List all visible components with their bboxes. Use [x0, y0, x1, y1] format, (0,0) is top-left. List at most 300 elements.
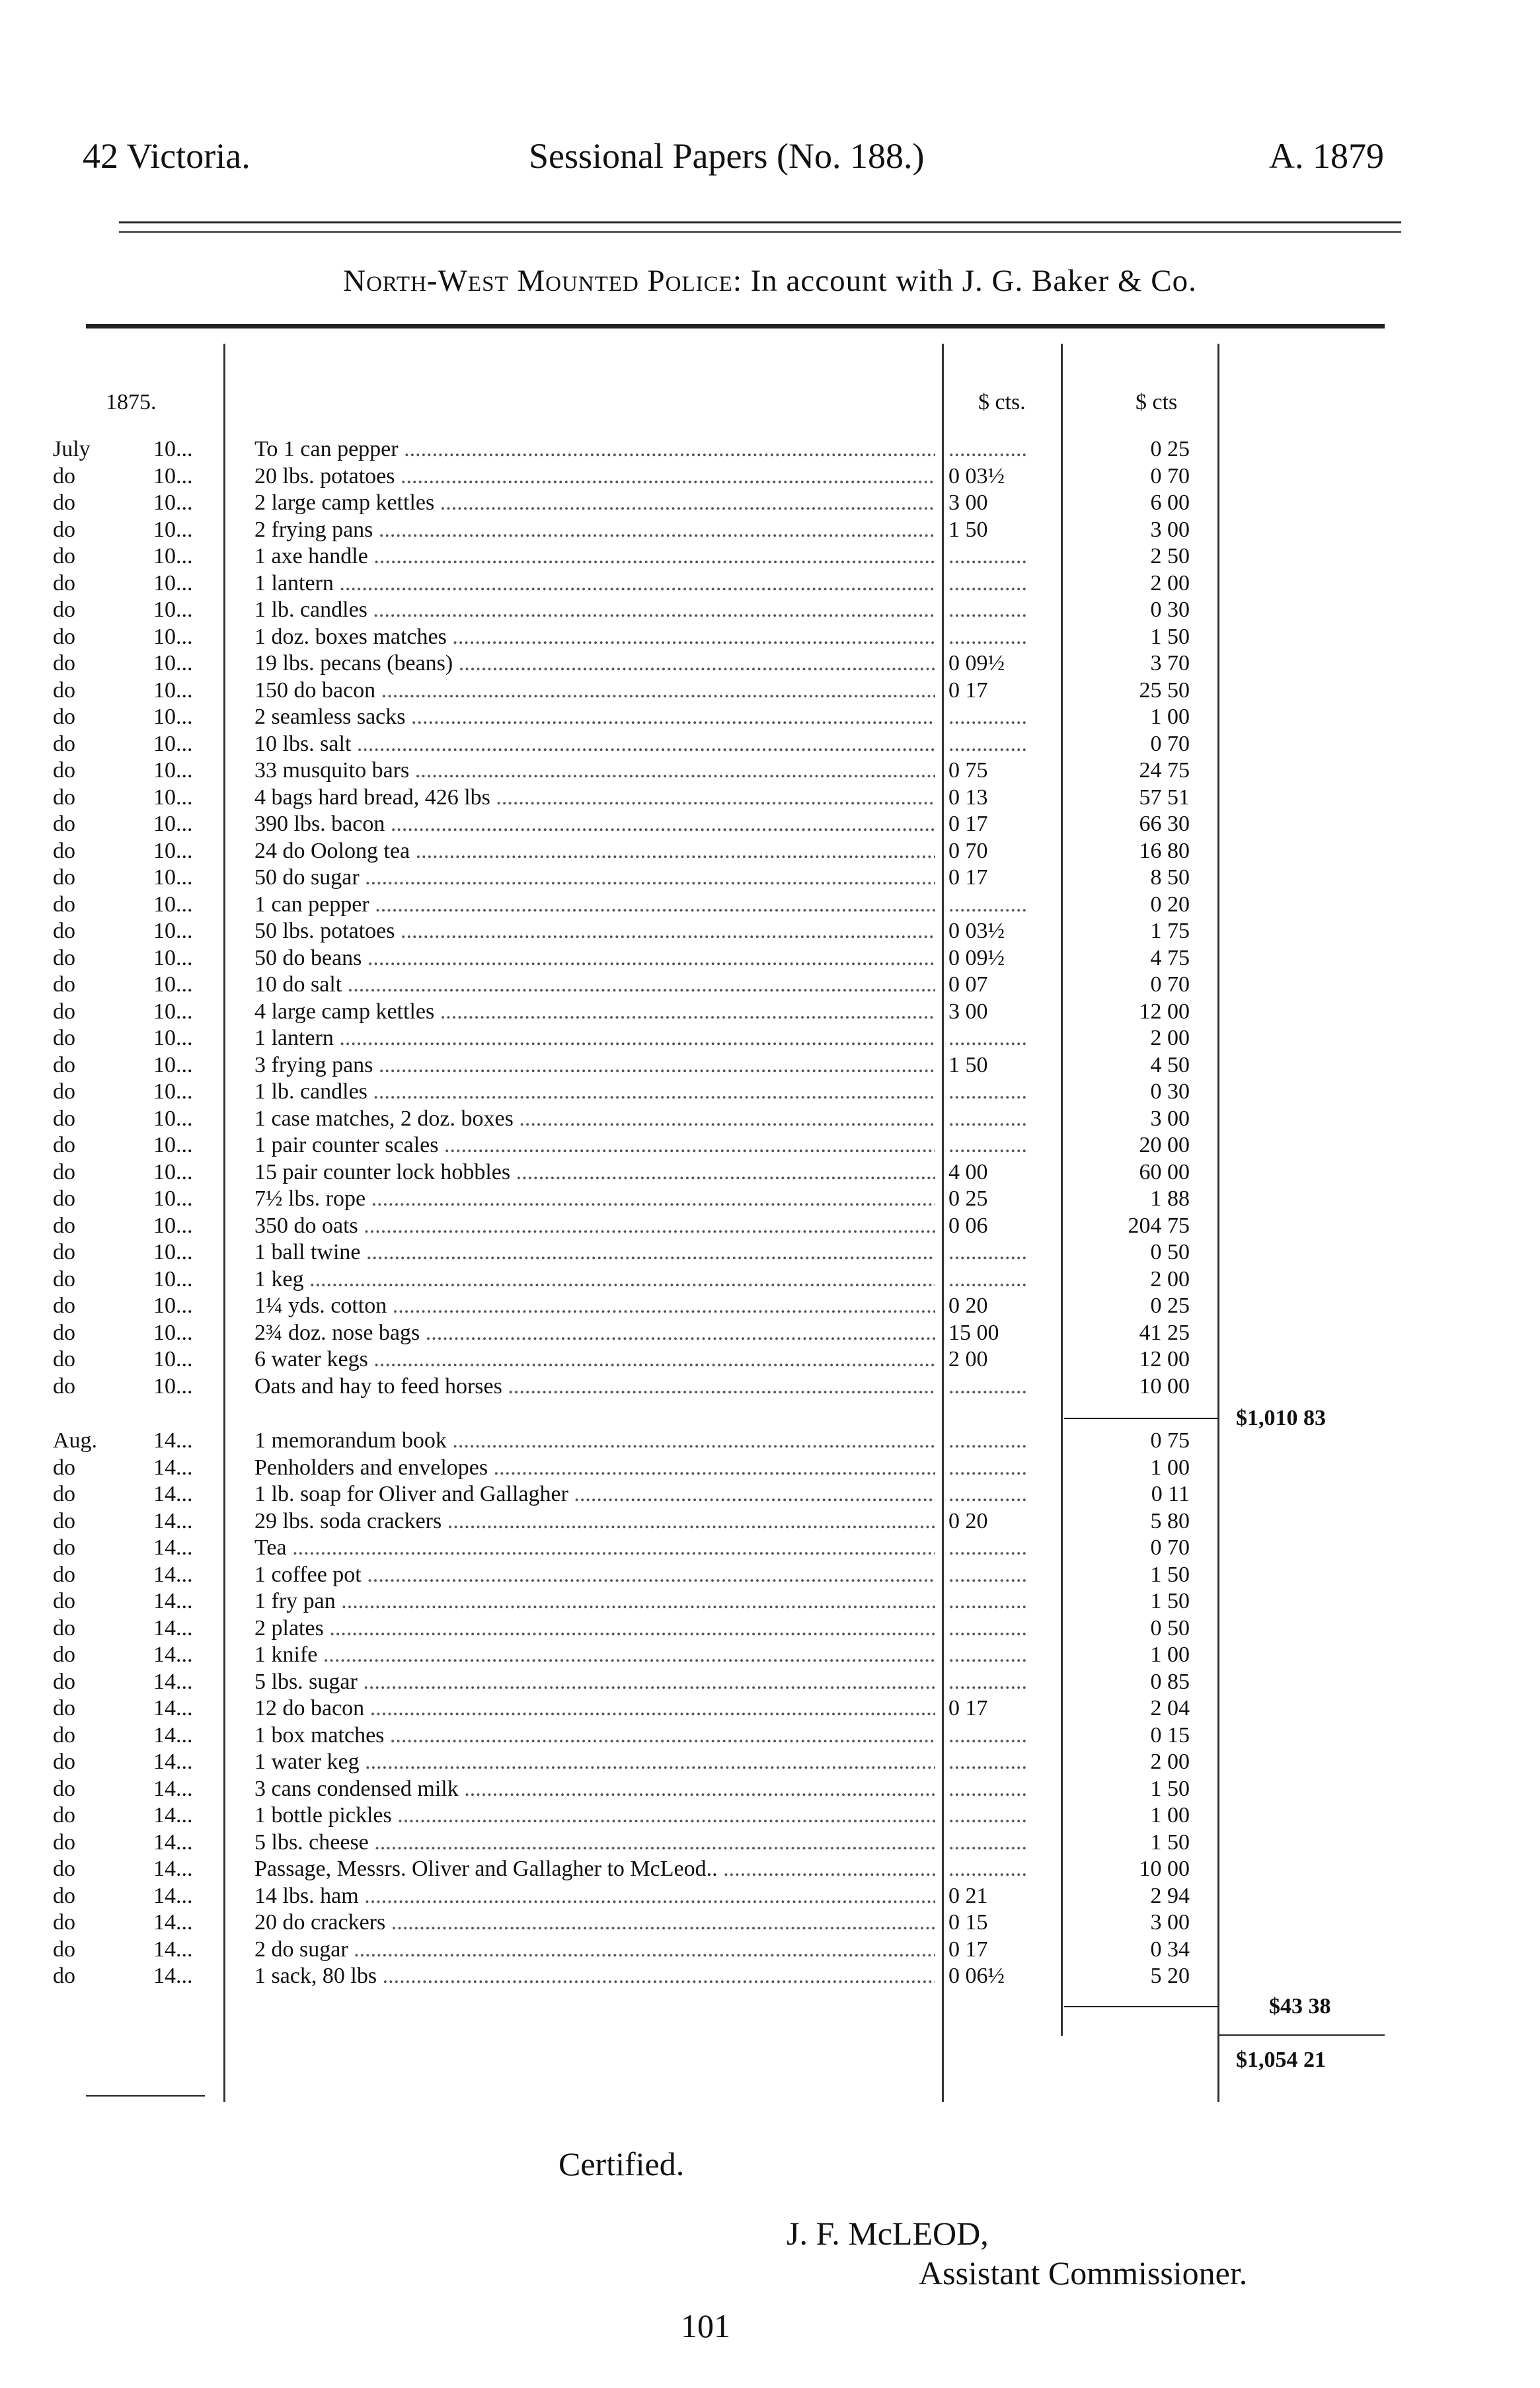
ledger-row — [0, 1159, 1256, 1186]
entry-amount: 0 11 — [1151, 1482, 1190, 1506]
ledger-row — [0, 517, 1256, 543]
entry-amount: 1 50 — [1150, 1562, 1190, 1587]
entry-rate — [948, 731, 1074, 757]
entry-amount: 0 34 — [1150, 1937, 1190, 1962]
entry-month: do — [53, 1320, 75, 1345]
ledger-row — [0, 1802, 1256, 1829]
entry-month: do — [53, 919, 75, 943]
entry-item: To 1 can pepper ..... — [254, 436, 935, 463]
entry-rate: 0 15 — [948, 1910, 988, 1935]
entry-day: 14... — [153, 1642, 193, 1667]
entry-amount: 4 75 — [1150, 945, 1190, 970]
ledger-row — [0, 570, 1256, 597]
ledger-row — [0, 892, 1256, 918]
ledger-row — [0, 1562, 1256, 1588]
entry-day: 14... — [153, 1964, 193, 1988]
entry-item: 50 do beans ..... — [254, 945, 935, 972]
entry-month: do — [53, 1615, 75, 1640]
entry-month: do — [53, 1079, 75, 1104]
entry-month: do — [53, 1455, 75, 1480]
entry-day: 14... — [153, 1830, 193, 1855]
entry-month: do — [53, 517, 75, 542]
entry-amount: 3 70 — [1150, 651, 1190, 675]
grand-total: $1,054 21 — [1236, 2048, 1326, 2072]
entry-day: 10... — [153, 1347, 193, 1371]
entry-item: 50 do sugar ..... — [254, 865, 935, 891]
entry-day: 14... — [153, 1535, 193, 1560]
entry-month: do — [53, 945, 75, 970]
entry-amount: 1 00 — [1150, 1803, 1190, 1828]
entry-rate: 0 09½ — [948, 945, 1005, 970]
entry-day: 10... — [153, 919, 193, 943]
entry-day: 10... — [153, 463, 193, 488]
ledger-row — [0, 972, 1256, 998]
entry-item: 6 water kegs ..... — [254, 1346, 935, 1373]
ledger-row — [0, 999, 1256, 1025]
entry-amount: 0 85 — [1150, 1669, 1190, 1694]
entry-rate: 0 17 — [948, 1696, 988, 1720]
entry-month: do — [53, 1052, 75, 1077]
entry-item: 1 lantern ..... — [254, 1025, 935, 1052]
entry-month: do — [53, 570, 75, 596]
entry-day: 14... — [153, 1750, 193, 1774]
entry-day: 14... — [153, 1615, 193, 1640]
entry-rate: 0 06 — [948, 1213, 988, 1238]
entry-month: do — [53, 1750, 75, 1774]
ledger-row — [0, 677, 1256, 704]
entry-day: 10... — [153, 517, 193, 542]
entry-item: 20 lbs. potatoes ..... — [254, 463, 935, 490]
entry-day: 10... — [153, 1266, 193, 1291]
ledger-row — [0, 1883, 1256, 1909]
entry-amount: 2 00 — [1150, 570, 1190, 596]
entry-amount: 12 00 — [1139, 1347, 1190, 1371]
entry-day: 10... — [153, 838, 193, 863]
entry-rate — [948, 1669, 1074, 1695]
entry-rate: 0 25 — [948, 1186, 988, 1211]
entry-amount: 24 75 — [1139, 758, 1190, 783]
entry-rate — [948, 1642, 1074, 1668]
entry-rate: 0 17 — [948, 677, 988, 703]
entry-day: 10... — [153, 812, 193, 836]
entry-month: do — [53, 1696, 75, 1720]
entry-day: 14... — [153, 1857, 193, 1881]
entry-amount: 1 50 — [1150, 1589, 1190, 1613]
entry-rate — [948, 570, 1074, 597]
entry-month: do — [53, 624, 75, 649]
signatory-position: Assistant Commissioner. — [919, 2254, 1248, 2292]
entry-day: 10... — [153, 865, 193, 890]
entry-item: 1 axe handle ..... — [254, 543, 935, 570]
entry-item: 1 knife ..... — [254, 1642, 935, 1668]
entry-rate — [948, 1239, 1074, 1266]
entry-month: do — [53, 1562, 75, 1587]
entry-item: 1 box matches ..... — [254, 1722, 935, 1749]
entry-rate: 0 70 — [948, 838, 988, 863]
entry-item: 50 lbs. potatoes ..... — [254, 918, 935, 944]
entry-amount: 0 70 — [1150, 463, 1190, 488]
ledger-row — [0, 650, 1256, 677]
entry-item: 29 lbs. soda crackers ..... — [254, 1508, 935, 1535]
entry-month: do — [53, 1803, 75, 1828]
entry-amount: 41 25 — [1139, 1320, 1190, 1345]
entry-day: 14... — [153, 1883, 193, 1908]
account-title — [0, 263, 1540, 299]
entry-day: 10... — [153, 570, 193, 596]
entry-month: do — [53, 1910, 75, 1935]
entry-day: 10... — [153, 1213, 193, 1238]
entry-month: do — [53, 999, 75, 1024]
entry-item: Tea ..... — [254, 1535, 935, 1561]
ledger-row — [0, 1428, 1256, 1454]
entry-amount: 0 50 — [1150, 1240, 1190, 1264]
entry-rate: 1 50 — [948, 1052, 988, 1077]
publication-title: Sessional Papers (No. 188.) — [529, 136, 925, 176]
ledger-row — [0, 1052, 1256, 1079]
entry-rate — [948, 1776, 1074, 1802]
entry-amount: 5 20 — [1150, 1964, 1190, 1988]
entry-rate: 0 20 — [948, 1293, 988, 1318]
entry-rate — [948, 1481, 1074, 1508]
entry-month: do — [53, 1347, 75, 1371]
entry-day: 10... — [153, 972, 193, 997]
entry-item: 4 bags hard bread, 426 lbs ..... — [254, 785, 935, 811]
entry-amount: 1 50 — [1150, 624, 1190, 649]
entry-day: 10... — [153, 1186, 193, 1211]
ledger-row — [0, 463, 1256, 490]
entry-month: do — [53, 544, 75, 568]
entry-rate — [948, 892, 1074, 918]
entry-day: 10... — [153, 1159, 193, 1184]
ledger-row — [0, 1373, 1256, 1400]
ledger-row — [0, 1025, 1256, 1052]
entry-day: 10... — [153, 1320, 193, 1345]
entry-month: do — [53, 731, 75, 756]
entry-month: do — [53, 1373, 75, 1399]
entry-rate — [948, 1830, 1074, 1856]
entry-rate — [948, 1132, 1074, 1159]
ledger-row — [0, 1749, 1256, 1775]
entry-month: do — [53, 1186, 75, 1211]
entry-month: do — [53, 1106, 75, 1131]
entry-day: 10... — [153, 705, 193, 729]
ledger-row — [0, 1481, 1256, 1508]
entry-item: 1 memorandum book ..... — [254, 1428, 935, 1454]
ledger-row — [0, 865, 1256, 891]
entry-day: 14... — [153, 1803, 193, 1828]
entry-day: 14... — [153, 1910, 193, 1935]
entry-day: 14... — [153, 1455, 193, 1480]
ledger-row — [0, 1079, 1256, 1105]
account-title-lead: North-West Mounted Police — [343, 264, 733, 298]
entry-item: 15 pair counter lock hobbles ..... — [254, 1159, 935, 1186]
header-rule-top — [119, 221, 1401, 223]
ledger-row — [0, 1266, 1256, 1293]
entry-item: 1 bottle pickles ..... — [254, 1802, 935, 1829]
entry-amount: 204 75 — [1128, 1213, 1190, 1238]
entry-month: do — [53, 1133, 75, 1157]
ledger-row — [0, 1909, 1256, 1936]
entry-item: 1 doz. boxes matches ..... — [254, 624, 935, 650]
entry-item: 24 do Oolong tea ..... — [254, 838, 935, 865]
entry-item: Passage, Messrs. Oliver and Gallagher to McLeod.. ..... — [254, 1856, 935, 1882]
ledger-row — [0, 1615, 1256, 1642]
entry-amount: 0 30 — [1150, 597, 1190, 622]
entry-item: 1¼ yds. cotton ..... — [254, 1293, 935, 1319]
entry-month: do — [53, 1857, 75, 1881]
entry-rate: 0 17 — [948, 1937, 988, 1962]
ledger-row — [0, 1213, 1256, 1239]
entry-item: 20 do crackers ..... — [254, 1909, 935, 1936]
ledger-row — [0, 704, 1256, 730]
entry-day: 14... — [153, 1428, 193, 1453]
entry-day: 14... — [153, 1722, 193, 1748]
entry-amount: 25 50 — [1139, 677, 1190, 703]
entry-item: 5 lbs. cheese ..... — [254, 1830, 935, 1856]
ledger-row — [0, 1669, 1256, 1695]
account-title-rest: : In account with J. G. Baker & Co. — [732, 264, 1197, 298]
ledger-row — [0, 1535, 1256, 1561]
ledger-row — [0, 1508, 1256, 1535]
entry-day: 10... — [153, 1133, 193, 1157]
entry-day: 14... — [153, 1589, 193, 1613]
signatory-name: J. F. McLEOD, — [787, 2215, 989, 2252]
july-subtotal-rule — [1064, 1418, 1219, 1419]
entry-amount: 3 00 — [1150, 1106, 1190, 1131]
entry-month: do — [53, 677, 75, 703]
entry-month: do — [53, 892, 75, 917]
entry-rate — [948, 1266, 1074, 1293]
entry-month: do — [53, 1937, 75, 1962]
entry-rate — [948, 597, 1074, 623]
entry-item: 10 lbs. salt ..... — [254, 731, 935, 757]
august-total: $43 38 — [1269, 1994, 1331, 2019]
entry-item: 1 coffee pot ..... — [254, 1562, 935, 1588]
entry-rate — [948, 1749, 1074, 1775]
entry-rate: 0 21 — [948, 1883, 988, 1908]
entry-day: 10... — [153, 1026, 193, 1050]
entry-day: 14... — [153, 1482, 193, 1506]
ledger-row — [0, 918, 1256, 944]
ledger-row — [0, 1320, 1256, 1346]
entry-rate — [948, 543, 1074, 570]
ledger-row — [0, 1830, 1256, 1856]
ledger-row — [0, 1642, 1256, 1668]
entry-item: 2¾ doz. nose bags ..... — [254, 1320, 935, 1346]
ledger-row — [0, 731, 1256, 757]
title-rule — [86, 324, 1385, 328]
entry-month: do — [53, 1293, 75, 1318]
entry-day: 14... — [153, 1776, 193, 1801]
entry-amount: 2 00 — [1150, 1026, 1190, 1050]
entry-day: 10... — [153, 1079, 193, 1104]
entry-month: do — [53, 490, 75, 515]
entry-rate — [948, 1722, 1074, 1749]
entry-amount: 8 50 — [1150, 865, 1190, 890]
ledger-row — [0, 1186, 1256, 1212]
entry-day: 10... — [153, 1106, 193, 1131]
entry-amount: 2 04 — [1150, 1696, 1190, 1720]
entry-rate — [948, 1025, 1074, 1052]
august-subtotal-rule — [1064, 2006, 1219, 2007]
entry-month: do — [53, 838, 75, 863]
entry-amount: 60 00 — [1139, 1159, 1190, 1184]
entry-month: July — [53, 437, 91, 461]
entry-month: do — [53, 1776, 75, 1801]
entry-rate: 0 13 — [948, 785, 988, 810]
entry-amount: 66 30 — [1139, 812, 1190, 836]
entry-item: 2 seamless sacks ..... — [254, 704, 935, 730]
entry-item: 1 lb. candles ..... — [254, 597, 935, 623]
entry-month: do — [53, 1669, 75, 1694]
entry-rate — [948, 624, 1074, 650]
entry-day: 14... — [153, 1508, 193, 1533]
entry-amount: 4 50 — [1150, 1052, 1190, 1077]
entry-item: 1 case matches, 2 doz. boxes ..... — [254, 1106, 935, 1132]
entry-month: do — [53, 1482, 75, 1506]
entry-item: 2 plates ..... — [254, 1615, 935, 1642]
ledger-row — [0, 436, 1256, 463]
entry-day: 14... — [153, 1562, 193, 1587]
entry-day: 10... — [153, 544, 193, 568]
entry-item: 350 do oats ..... — [254, 1213, 935, 1239]
amount-heading: $ cts — [1136, 390, 1178, 414]
entry-month: do — [53, 1026, 75, 1050]
entry-day: 14... — [153, 1937, 193, 1962]
entry-rate: 0 75 — [948, 758, 988, 783]
entry-day: 10... — [153, 1052, 193, 1077]
entry-item: 3 frying pans ..... — [254, 1052, 935, 1079]
entry-rate: 0 03½ — [948, 919, 1005, 943]
entry-day: 14... — [153, 1669, 193, 1694]
entry-amount: 0 30 — [1150, 1079, 1190, 1104]
grand-total-rule — [1219, 2034, 1385, 2036]
entry-rate: 0 17 — [948, 812, 988, 836]
entry-item: 4 large camp kettles ..... — [254, 999, 935, 1025]
entry-amount: 1 50 — [1150, 1776, 1190, 1801]
year-heading: 1875. — [106, 390, 157, 414]
entry-day: 10... — [153, 999, 193, 1024]
entry-month: do — [53, 1642, 75, 1667]
entry-month: Aug. — [53, 1428, 98, 1453]
year-label: A. 1879 — [1269, 136, 1384, 176]
entry-item: 1 lb. soap for Oliver and Gallagher ..... — [254, 1481, 935, 1508]
entry-amount: 1 00 — [1150, 1455, 1190, 1480]
entry-day: 10... — [153, 758, 193, 783]
july-total: $1,010 83 — [1236, 1406, 1326, 1430]
entry-amount: 2 50 — [1150, 544, 1190, 568]
entry-month: do — [53, 865, 75, 890]
ledger-row — [0, 490, 1256, 516]
entry-month: do — [53, 1883, 75, 1908]
entry-amount: 0 70 — [1150, 1535, 1190, 1560]
entry-month: do — [53, 1830, 75, 1855]
entry-rate: 0 06½ — [948, 1964, 1005, 1988]
entry-rate: 0 17 — [948, 865, 988, 890]
entry-item: 2 do sugar ..... — [254, 1937, 935, 1963]
entry-item: 1 pair counter scales ..... — [254, 1132, 935, 1159]
entry-month: do — [53, 1240, 75, 1264]
entry-item: 3 cans condensed milk ..... — [254, 1776, 935, 1802]
entry-amount: 0 50 — [1150, 1615, 1190, 1640]
entry-rate: 2 00 — [948, 1347, 988, 1371]
entry-rate — [948, 1455, 1074, 1481]
entry-day: 10... — [153, 945, 193, 970]
entry-item: 10 do salt ..... — [254, 972, 935, 998]
entry-month: do — [53, 1508, 75, 1533]
entry-rate: 0 09½ — [948, 651, 1005, 675]
ledger-row — [0, 757, 1256, 784]
entry-rate: 4 00 — [948, 1159, 988, 1184]
entry-month: do — [53, 597, 75, 622]
ledger-row — [0, 811, 1256, 837]
entry-day: 10... — [153, 651, 193, 675]
entry-item: 390 lbs. bacon ..... — [254, 811, 935, 837]
entry-month: do — [53, 972, 75, 997]
entry-item: 1 can pepper ..... — [254, 892, 935, 918]
entry-rate: 0 03½ — [948, 463, 1005, 488]
entry-day: 10... — [153, 677, 193, 703]
entry-amount: 2 00 — [1150, 1750, 1190, 1774]
entry-month: do — [53, 785, 75, 810]
entry-amount: 2 94 — [1150, 1883, 1190, 1908]
entry-item: 150 do bacon ..... — [254, 677, 935, 704]
entry-amount: 6 00 — [1150, 490, 1190, 515]
footer-rule — [86, 2095, 205, 2097]
entry-amount: 0 70 — [1150, 731, 1190, 756]
entry-day: 10... — [153, 490, 193, 515]
entry-item: 1 ball twine ..... — [254, 1239, 935, 1266]
entry-month: do — [53, 1722, 75, 1748]
entry-amount: 1 00 — [1150, 1642, 1190, 1667]
entry-day: 10... — [153, 1240, 193, 1264]
entry-amount: 1 75 — [1150, 919, 1190, 943]
entry-amount: 1 88 — [1150, 1186, 1190, 1211]
ledger-row — [0, 597, 1256, 623]
entry-month: do — [53, 1964, 75, 1988]
header-rule-bottom — [119, 231, 1401, 233]
entry-amount: 0 70 — [1150, 972, 1190, 997]
entry-item: Penholders and envelopes ..... — [254, 1455, 935, 1481]
ledger-row — [0, 838, 1256, 865]
entry-month: do — [53, 1159, 75, 1184]
entry-amount: 12 00 — [1139, 999, 1190, 1024]
entry-rate: 15 00 — [948, 1320, 999, 1345]
entry-amount: 20 00 — [1139, 1133, 1190, 1157]
entry-rate: 0 07 — [948, 972, 988, 997]
entry-item: 1 fry pan ..... — [254, 1588, 935, 1615]
entry-day: 10... — [153, 624, 193, 649]
entry-day: 10... — [153, 892, 193, 917]
ledger-row — [0, 1963, 1256, 1989]
entry-rate — [948, 1373, 1074, 1400]
entry-item: 2 large camp kettles ..... — [254, 490, 935, 516]
entry-rate — [948, 1535, 1074, 1561]
entry-month: do — [53, 651, 75, 675]
entry-amount: 5 80 — [1150, 1508, 1190, 1533]
entry-amount: 10 00 — [1139, 1373, 1190, 1399]
entry-amount: 1 50 — [1150, 1830, 1190, 1855]
ledger-row — [0, 945, 1256, 972]
entry-month: do — [53, 812, 75, 836]
entry-month: do — [53, 1589, 75, 1613]
entry-amount: 2 00 — [1150, 1266, 1190, 1291]
rate-heading: $ cts. — [978, 390, 1026, 414]
entry-rate: 3 00 — [948, 490, 988, 515]
entry-day: 14... — [153, 1696, 193, 1720]
ledger-row — [0, 1293, 1256, 1319]
entry-rate — [948, 1562, 1074, 1588]
